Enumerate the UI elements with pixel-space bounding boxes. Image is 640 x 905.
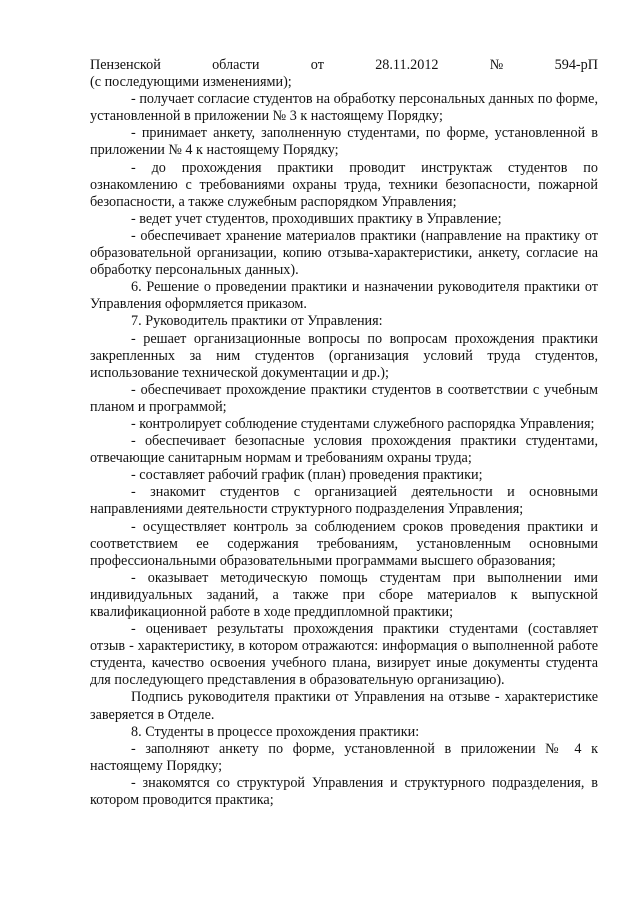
paragraph: - знакомятся со структурой Управления и структурного подразделения, в котором проводится практика; (90, 774, 598, 809)
paragraph: - принимает анкету, заполненную студентами, по форме, установленной в приложении № 4 к настоящему Порядку; (90, 125, 598, 159)
section-heading: 8. Студенты в процессе прохождения практики: (131, 723, 420, 740)
paragraph: - обеспечивает прохождение практики студентов в соответствии с учебным планом и программой; (90, 381, 598, 415)
order-reference-line (90, 57, 598, 74)
paragraph: - решает организационные вопросы по вопросам прохождения практики закрепленных за ним студентов (организация условий труда студентов, использование технической документации и др.); (90, 330, 598, 381)
paragraph: - ведет учет студентов, проходивших практику в Управление; (131, 210, 502, 227)
header-cell-oblast: области (212, 57, 260, 73)
paragraph: 6. Решение о проведении практики и назначении руководителя практики от Управления оформляется приказом. (90, 279, 598, 313)
paragraph: - оценивает результаты прохождения практики студентами (составляет отзыв - характеристику, в котором отражаются: информация о выполненной работе студента, качество освоения учебного плана, визирует иные документы студента для последующего представления в образовательную организацию). (90, 621, 598, 689)
header-cell-number-sign: № (489, 57, 504, 73)
paragraph: - заполняют анкету по форме, установленной в приложении № 4 к настоящему Порядку; (90, 740, 598, 774)
paragraph: (с последующими изменениями); (90, 74, 292, 91)
header-cell-region: Пензенской (90, 57, 161, 73)
paragraph: - знакомит студентов с организацией деятельности и основными направлениями деятельности структурного подразделения Управления; (90, 484, 598, 518)
paragraph: - обеспечивает безопасные условия прохождения практики студентами, отвечающие санитарным нормам и требованиям охраны труда; (90, 433, 598, 467)
paragraph: Подпись руководителя практики от Управления на отзыве - характеристике заверяется в Отделе. (90, 689, 598, 723)
paragraph: - обеспечивает хранение материалов практики (направление на практику от образовательной организации, копию отзыва-характеристики, анкету, согласие на обработку персональных данных). (90, 227, 598, 279)
header-cell-date: 28.11.2012 (375, 57, 439, 73)
paragraph: - осуществляет контроль за соблюдением сроков проведения практики и соответствием ее содержания требованиям, установленным основными профессиональными образовательными программами высшего образования; (90, 518, 598, 569)
section-heading: 7. Руководитель практики от Управления: (131, 313, 383, 330)
paragraph: - до прохождения практики проводит инструктаж студентов по ознакомлению с требованиями охраны труда, техники безопасности, пожарной безопасности, а также служебным распорядком Управления; (90, 159, 598, 210)
paragraph: - составляет рабочий график (план) проведения практики; (131, 467, 483, 484)
paragraph: - получает согласие студентов на обработку персональных данных по форме, установленной в приложении № 3 к настоящему Порядку; (90, 91, 598, 125)
paragraph: - контролирует соблюдение студентами служебного распорядка Управления; (131, 415, 595, 432)
header-cell-order-number: 594-рП (554, 57, 598, 73)
paragraph: - оказывает методическую помощь студентам при выполнении ими индивидуальных заданий, а также при сборе материалов к выпускной квалификационной работе в ходе преддипломной практики; (90, 569, 598, 620)
header-cell-from: от (310, 57, 324, 73)
document-body (90, 57, 598, 809)
